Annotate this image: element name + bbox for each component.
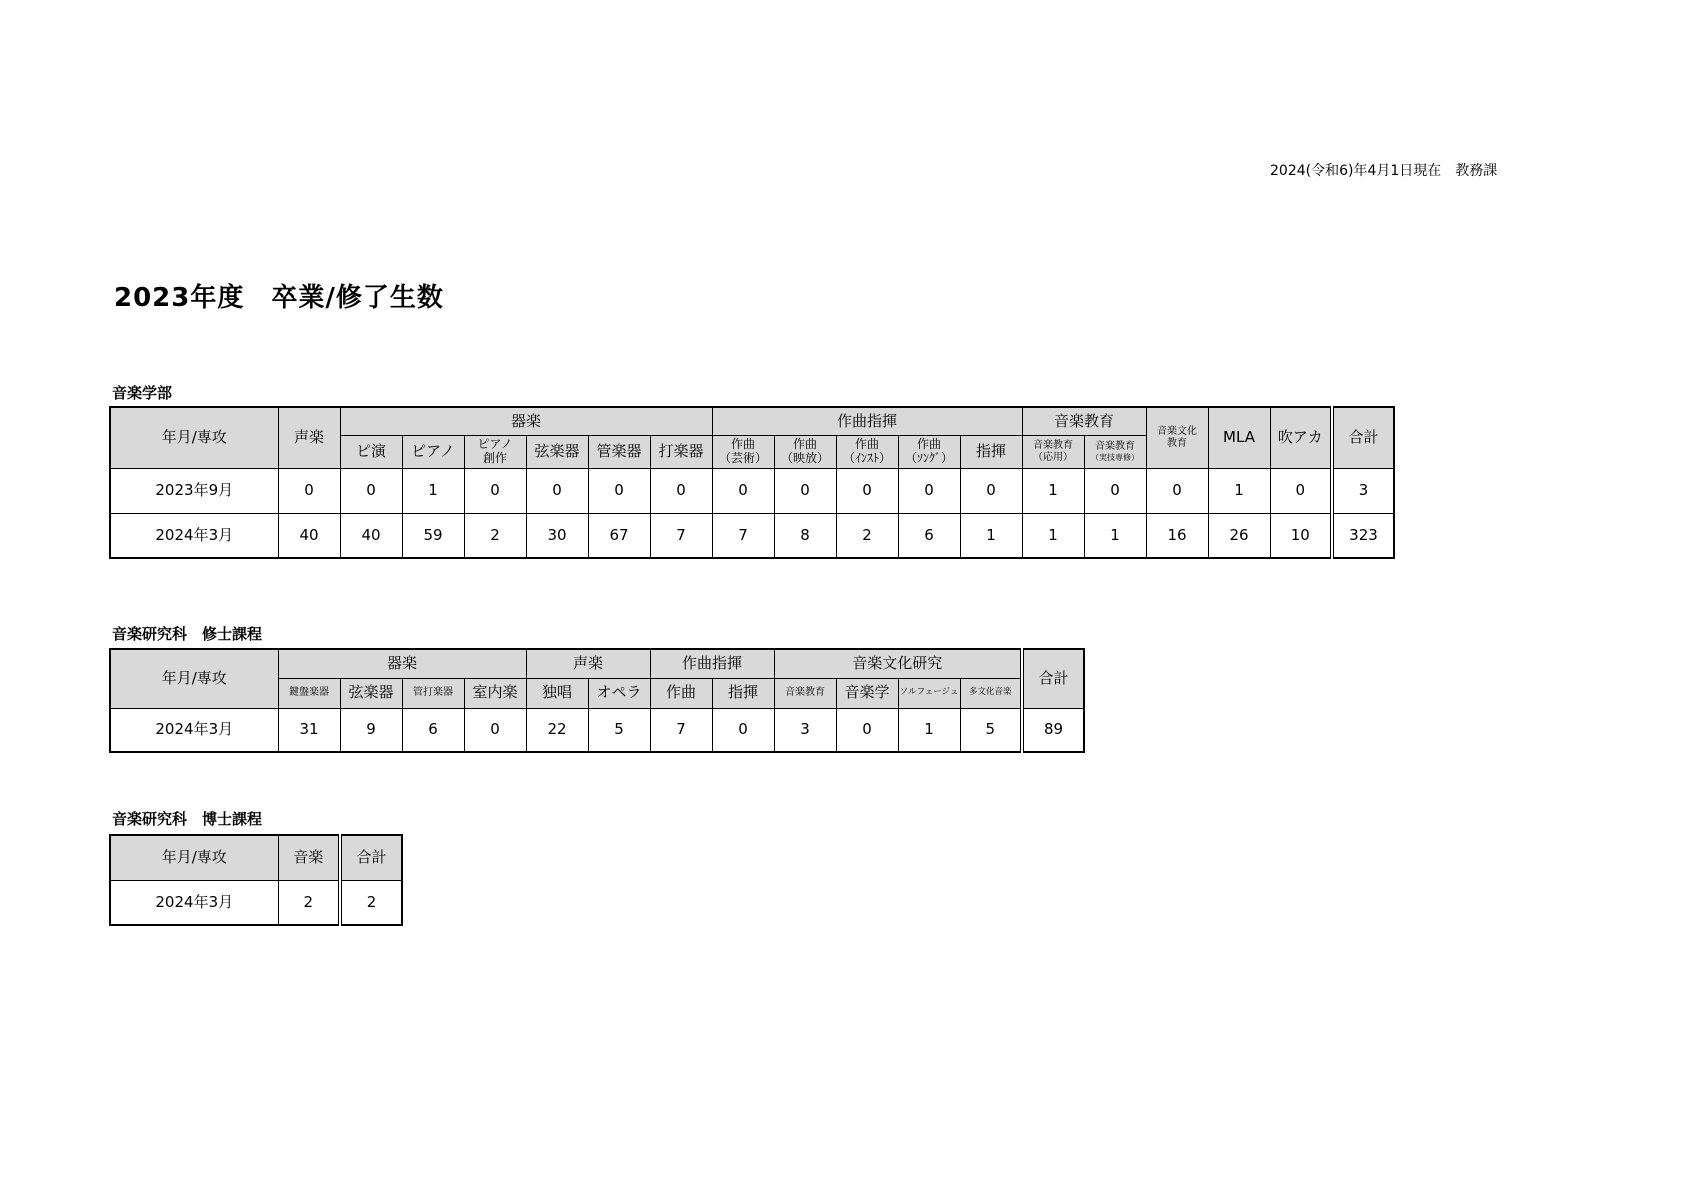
header-music-culture-education: 音楽文化 教育 bbox=[1146, 407, 1208, 468]
cell-value: 0 bbox=[278, 468, 340, 513]
masters-table bbox=[109, 648, 1085, 753]
cell-value: 1 bbox=[1208, 468, 1270, 513]
cell-value: 40 bbox=[278, 513, 340, 558]
table-row bbox=[110, 468, 1394, 513]
header-piano-performance: ピ演 bbox=[340, 435, 402, 468]
header-composition: 作曲 bbox=[650, 678, 712, 708]
cell-value: 7 bbox=[712, 513, 774, 558]
cell-value: 31 bbox=[278, 708, 340, 752]
cell-value: 0 bbox=[1146, 468, 1208, 513]
header-music: 音楽 bbox=[278, 835, 340, 880]
cell-value: 3 bbox=[774, 708, 836, 752]
header-music-culture-research: 音楽文化研究 bbox=[774, 649, 1022, 678]
cell-value: 10 bbox=[1270, 513, 1332, 558]
cell-value: 1 bbox=[960, 513, 1022, 558]
header-year-major: 年月/専攻 bbox=[110, 649, 278, 708]
document-title: 2023年度 卒業/修了生数 bbox=[114, 283, 444, 313]
header-conducting: 指揮 bbox=[712, 678, 774, 708]
header-strings: 弦楽器 bbox=[526, 435, 588, 468]
cell-value: 5 bbox=[588, 708, 650, 752]
cell-value: 7 bbox=[650, 513, 712, 558]
header-education-applied: 音楽教育 （応用） bbox=[1022, 435, 1084, 468]
cell-value: 1 bbox=[402, 468, 464, 513]
cell-value: 40 bbox=[340, 513, 402, 558]
cell-value: 0 bbox=[712, 708, 774, 752]
header-music-education: 音楽教育 bbox=[774, 678, 836, 708]
cell-value: 0 bbox=[960, 468, 1022, 513]
cell-value: 1 bbox=[1022, 513, 1084, 558]
header-conducting: 指揮 bbox=[960, 435, 1022, 468]
cell-value: 26 bbox=[1208, 513, 1270, 558]
header-musicology: 音楽学 bbox=[836, 678, 898, 708]
row-label: 2024年3月 bbox=[110, 513, 278, 558]
header-composition-art: 作曲 （芸術） bbox=[712, 435, 774, 468]
header-vocal: 声楽 bbox=[278, 407, 340, 468]
cell-value: 0 bbox=[774, 468, 836, 513]
header-solo-voice: 独唱 bbox=[526, 678, 588, 708]
row-label: 2024年3月 bbox=[110, 880, 278, 925]
table-row bbox=[110, 513, 1394, 558]
header-piano: ピアノ bbox=[402, 435, 464, 468]
header-composition-instrumental: 作曲 （ｲﾝｽﾄ） bbox=[836, 435, 898, 468]
cell-value: 0 bbox=[650, 468, 712, 513]
row-label: 2024年3月 bbox=[110, 708, 278, 752]
doctoral-table bbox=[109, 834, 403, 926]
cell-value: 0 bbox=[836, 468, 898, 513]
cell-value: 1 bbox=[1022, 468, 1084, 513]
header-piano-creation: ピアノ 創作 bbox=[464, 435, 526, 468]
cell-value: 6 bbox=[402, 708, 464, 752]
cell-value: 1 bbox=[898, 708, 960, 752]
cell-value: 0 bbox=[526, 468, 588, 513]
header-wind-academy: 吹アカ bbox=[1270, 407, 1332, 468]
header-composition-film: 作曲 （映放） bbox=[774, 435, 836, 468]
header-strings: 弦楽器 bbox=[340, 678, 402, 708]
cell-total: 323 bbox=[1332, 513, 1394, 558]
header-education-practical: 音楽教育 （実技専修） bbox=[1084, 435, 1146, 468]
table-row bbox=[110, 880, 402, 925]
cell-value: 59 bbox=[402, 513, 464, 558]
cell-value: 22 bbox=[526, 708, 588, 752]
header-total: 合計 bbox=[1332, 407, 1394, 468]
header-solfege: ソルフェージュ bbox=[898, 678, 960, 708]
cell-value: 7 bbox=[650, 708, 712, 752]
cell-value: 8 bbox=[774, 513, 836, 558]
cell-value: 0 bbox=[464, 468, 526, 513]
cell-value: 16 bbox=[1146, 513, 1208, 558]
header-keyboard: 鍵盤楽器 bbox=[278, 678, 340, 708]
cell-value: 2 bbox=[278, 880, 340, 925]
cell-value: 0 bbox=[1270, 468, 1332, 513]
cell-value: 0 bbox=[712, 468, 774, 513]
cell-value: 67 bbox=[588, 513, 650, 558]
table-row bbox=[110, 708, 1084, 752]
cell-value: 0 bbox=[898, 468, 960, 513]
header-year-major: 年月/専攻 bbox=[110, 407, 278, 468]
cell-total: 3 bbox=[1332, 468, 1394, 513]
header-total: 合計 bbox=[340, 835, 402, 880]
row-label: 2023年9月 bbox=[110, 468, 278, 513]
cell-value: 9 bbox=[340, 708, 402, 752]
header-chamber-music: 室内楽 bbox=[464, 678, 526, 708]
masters-section-title: 音楽研究科 修士課程 bbox=[112, 625, 263, 643]
header-composition-conducting: 作曲指揮 bbox=[712, 407, 1022, 435]
cell-value: 1 bbox=[1084, 513, 1146, 558]
cell-value: 0 bbox=[836, 708, 898, 752]
cell-total: 89 bbox=[1022, 708, 1084, 752]
header-winds-percussion: 管打楽器 bbox=[402, 678, 464, 708]
header-music-education: 音楽教育 bbox=[1022, 407, 1146, 435]
header-composition-conducting: 作曲指揮 bbox=[650, 649, 774, 678]
header-note: 2024(令和6)年4月1日現在 教務課 bbox=[1270, 163, 1498, 179]
header-total: 合計 bbox=[1022, 649, 1084, 708]
cell-total: 2 bbox=[340, 880, 402, 925]
cell-value: 2 bbox=[464, 513, 526, 558]
cell-value: 5 bbox=[960, 708, 1022, 752]
header-opera: オペラ bbox=[588, 678, 650, 708]
header-mla: MLA bbox=[1208, 407, 1270, 468]
cell-value: 2 bbox=[836, 513, 898, 558]
header-instrumental: 器楽 bbox=[278, 649, 526, 678]
cell-value: 0 bbox=[1084, 468, 1146, 513]
header-multicultural-music: 多文化音楽 bbox=[960, 678, 1022, 708]
undergrad-section-title: 音楽学部 bbox=[112, 384, 173, 402]
cell-value: 0 bbox=[588, 468, 650, 513]
header-winds: 管楽器 bbox=[588, 435, 650, 468]
cell-value: 0 bbox=[464, 708, 526, 752]
undergrad-table bbox=[109, 406, 1395, 559]
header-percussion: 打楽器 bbox=[650, 435, 712, 468]
header-vocal: 声楽 bbox=[526, 649, 650, 678]
header-year-major: 年月/専攻 bbox=[110, 835, 278, 880]
doctoral-section-title: 音楽研究科 博士課程 bbox=[112, 810, 263, 828]
cell-value: 30 bbox=[526, 513, 588, 558]
header-instrumental: 器楽 bbox=[340, 407, 712, 435]
cell-value: 6 bbox=[898, 513, 960, 558]
header-composition-song: 作曲 （ｿﾝｸﾞ） bbox=[898, 435, 960, 468]
cell-value: 0 bbox=[340, 468, 402, 513]
